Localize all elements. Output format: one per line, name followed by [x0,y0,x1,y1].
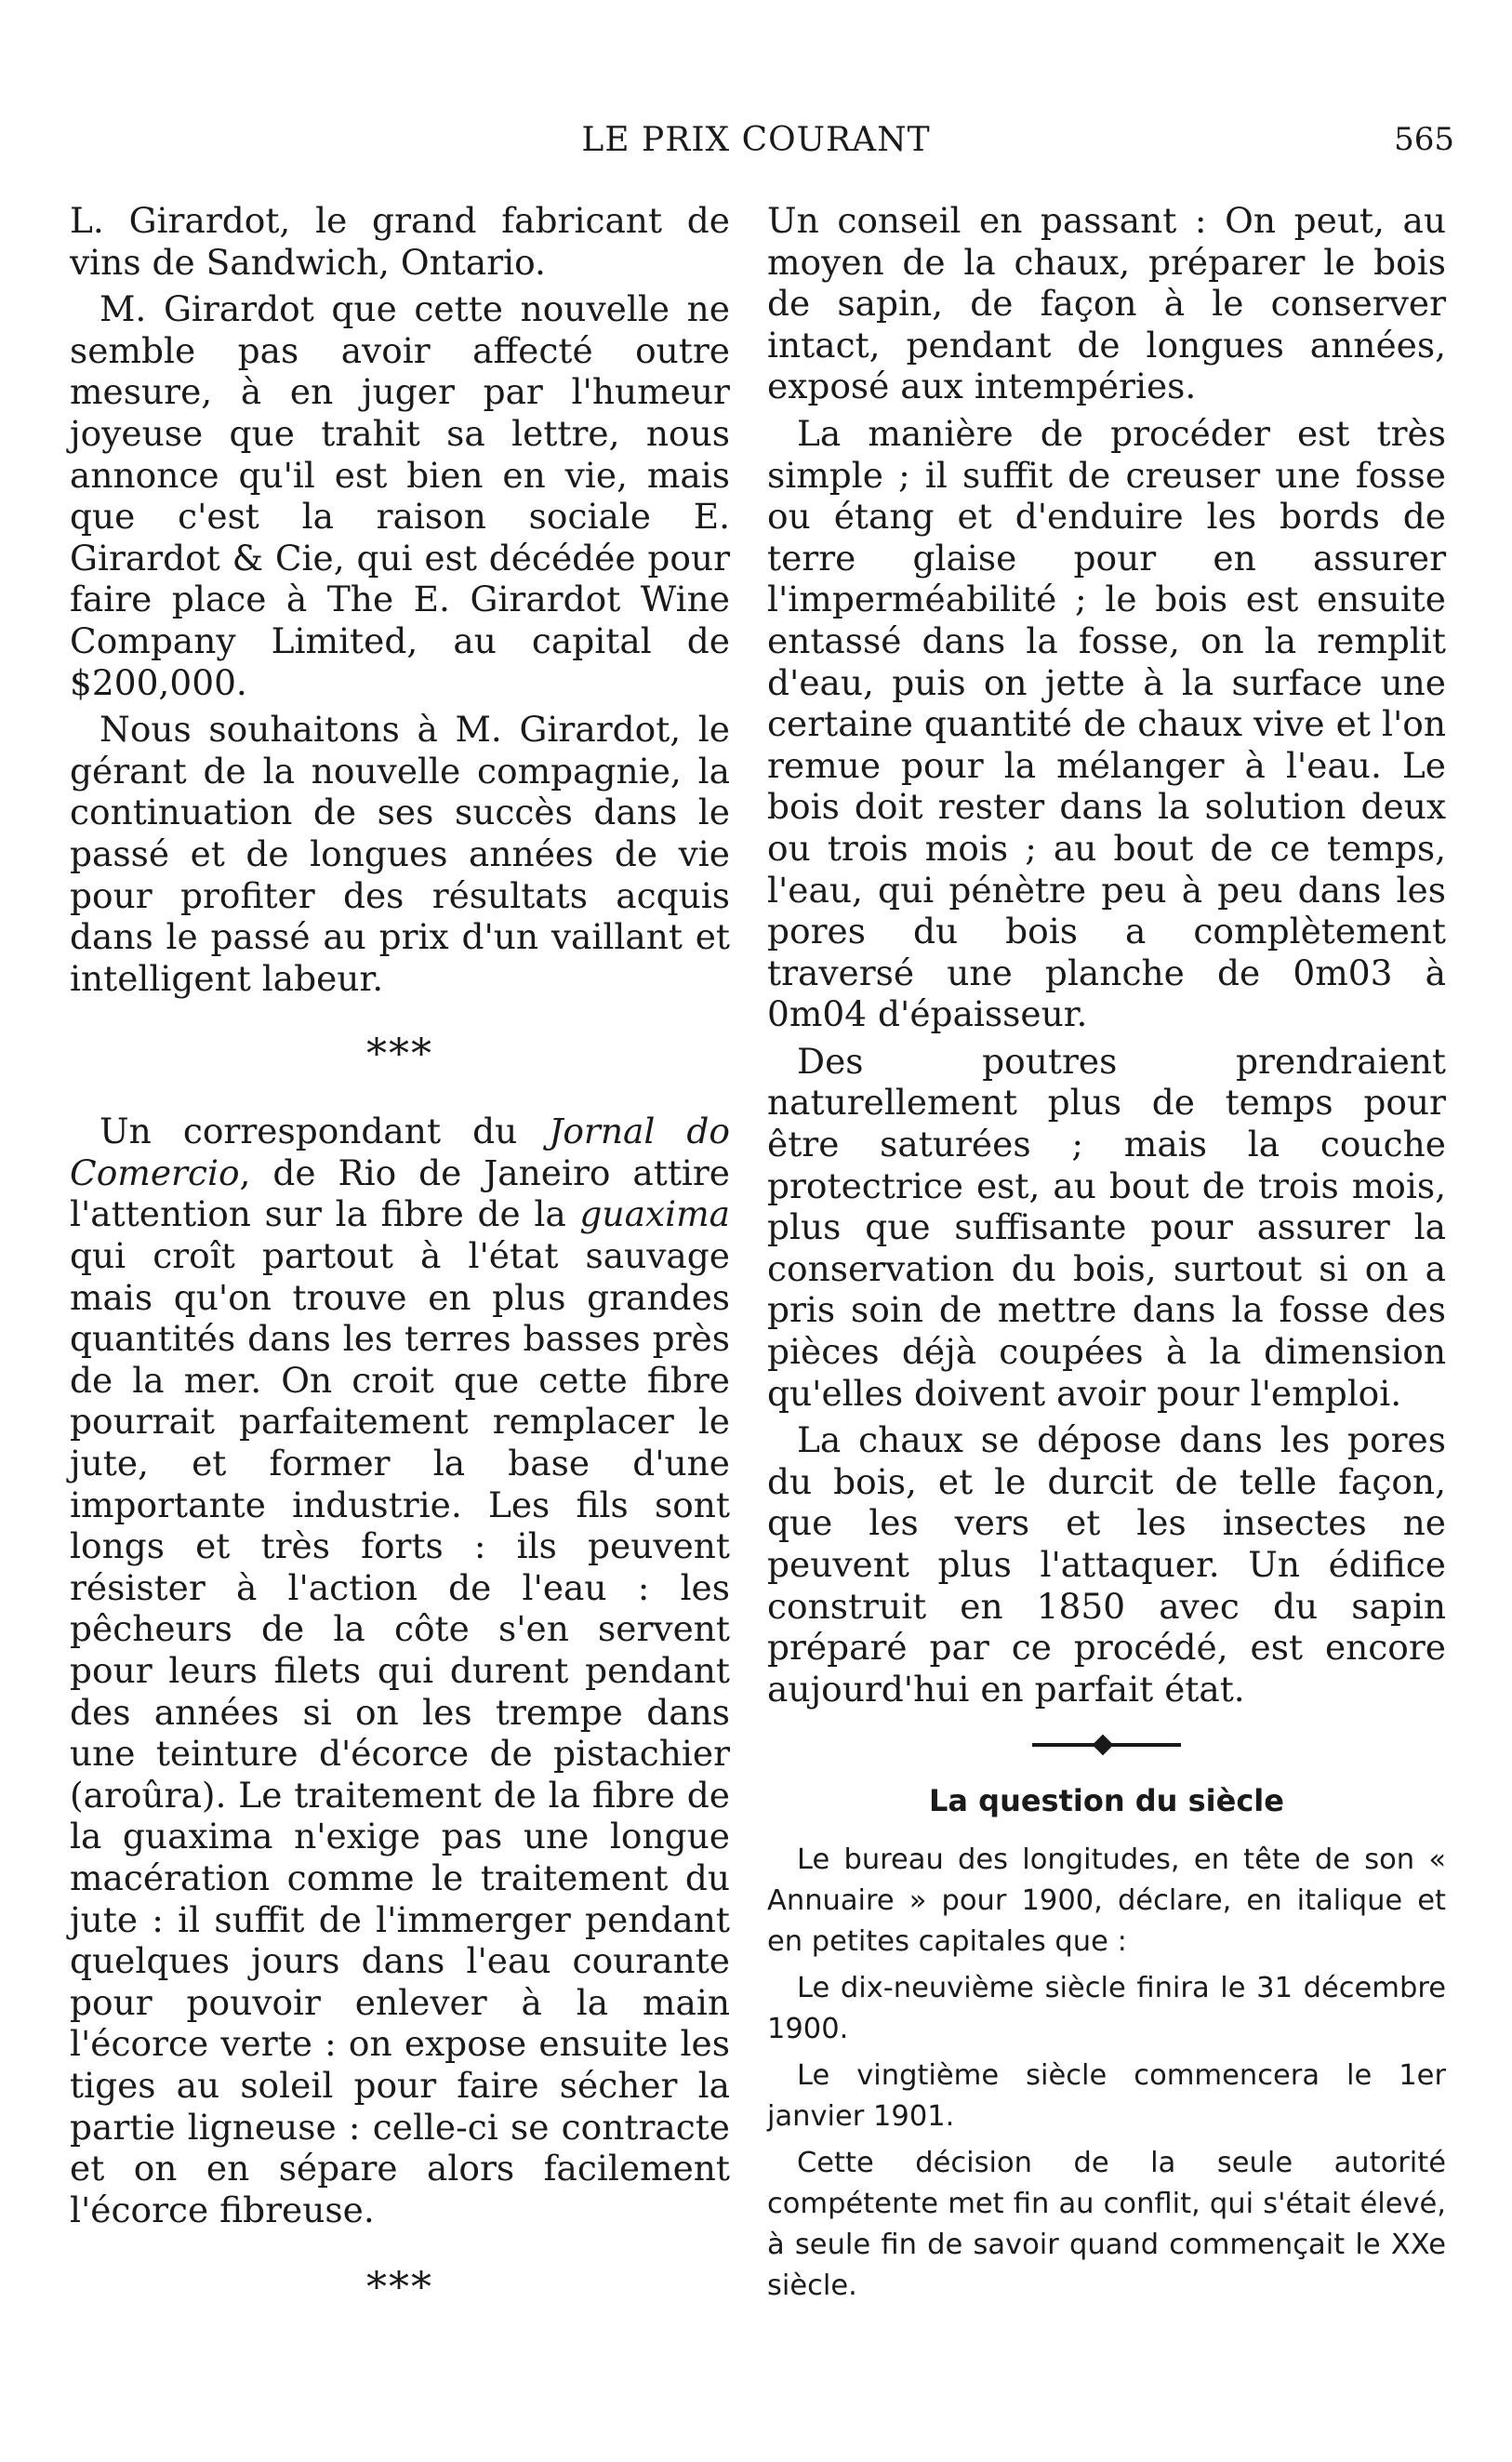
text-run: Un correspondant du [99,1111,550,1152]
page-number: 565 [1394,121,1454,158]
section-title: La question du siècle [929,1783,1284,1819]
paragraph: M. Girardot que cette nouvelle ne semble pas avoir affecté outre mesure, à en juger par l'humeur joyeuse que trahit sa lettre, nous annonce qu'il est bien en vie, mais que c'est la raison sociale E. Girardot & Cie, qui est décédée pour faire place à The E. Girardot Wine Company Limited, au capital de $200,000. [70,288,730,703]
journal-title: Jornal do Comercio [70,1111,731,1193]
plant-name: guaxima [579,1193,730,1235]
text-run: , de Rio de Janeiro attire l'attention sur la fibre de la [70,1151,730,1235]
paragraph: Le bureau des longitudes, en tête de son « Annuaire » pour 1900, déclare, en italique et en petites capitales que : [767,1843,1446,1959]
text-run: qui croît partout à l'état sauvage mais qu'on trouve en plus grandes quantités dans les terres basses près de la mer. On croit que cette fibre pourrait parfaitement remplacer le jute, et former la base d'une importante industrie. Les fils sont longs et très forts : ils peuvent résister à l'action de l'eau : les pêcheurs de la côte s'en servent pour leurs filets qui durent pendant des années si on les trempe dans une teinture d'écorce de pistachier (aroûra). Le traitement de la fibre de la guaxima n'exige pas une longue macération comme le traitement du jute : il suffit de l'immerger pendant quelques jours dans l'eau courante pour pouvoir enlever à la main l'écorce verte : on expose ensuite les tiges au soleil pour faire sécher la partie ligneuse : celle-ci se contracte et on en sépare alors facilement l'écorce fibreuse. [70,1235,730,2230]
paragraph: L. Girardot, le grand fabricant de vins de Sandwich, Ontario. [70,200,730,283]
paragraph: Un conseil en passant : On peut, au moyen de la chaux, préparer le bois de sapin, de façon à le conserver intact, pendant de longues années, exposé aux intempéries. [767,200,1446,407]
paragraph: Nous souhaitons à M. Girardot, le gérant de la nouvelle compagnie, la continuation de ses succès dans le passé et de longues années de vie pour profiter des résultats acquis dans le passé au prix d'un vaillant et intelligent labeur. [70,709,730,999]
asterism-separator: *** [366,1031,433,1079]
running-title: LE PRIX COURANT [581,121,931,159]
section-divider [1032,1736,1181,1754]
asterism-separator: *** [366,2264,433,2312]
right-column [767,200,1446,2307]
left-column [70,200,731,2312]
paragraph: La chaux se dépose dans les pores du bois, et le durcit de telle façon, que les vers et les insectes ne peuvent plus l'attaquer. Un édifice construit en 1850 avec du sapin préparé par ce procédé, est encore aujourd'hui en parfait état. [767,1419,1446,1710]
divider-ornament [1093,1735,1114,1756]
paragraph: Des poutres prendraient naturellement plus de temps pour être saturées ; mais la couche protectrice est, au bout de trois mois, plus que suffisante pour assurer la conservation du bois, surtout si on a pris soin de mettre dans la fosse des pièces déjà coupées à la dimension qu'elles doivent avoir pour l'emploi. [767,1040,1446,1414]
paragraph: Cette décision de la seule autorité compétente met fin au conflit, qui s'était élevé, à seule fin de savoir quand commençait le XXe siècle. [767,2147,1446,2303]
paragraph: Le dix-neuvième siècle finira le 31 décembre 1900. [767,1972,1446,2046]
paragraph: La manière de procéder est très simple ; il suffit de creuser une fosse ou étang et d'enduire les bords de terre glaise pour en assurer l'imperméabilité ; le bois est ensuite entassé dans la fosse, on la remplit d'eau, puis on jette à la surface une certaine quantité de chaux vive et l'on remue pour la mélanger à l'eau. Le bois doit rester dans la solution deux ou trois mois ; au bout de ce temps, l'eau, qui pénètre peu à peu dans les pores du bois a complètement traversé une planche de 0m03 à 0m04 d'épaisseur. [767,412,1446,1035]
page-header [0,121,1512,167]
paragraph: Le vingtième siècle commencera le 1er janvier 1901. [767,2059,1446,2134]
paragraph [70,1111,730,2230]
